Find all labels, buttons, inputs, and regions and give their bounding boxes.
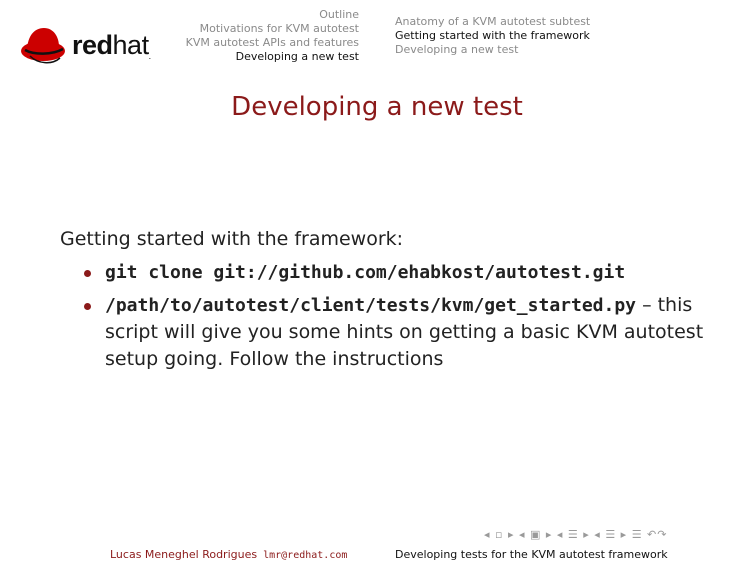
section-navigation — [170, 8, 359, 64]
code-get-started-path: /path/to/autotest/client/tests/kvm/get_started.py — [105, 295, 637, 316]
nav-section-outline[interactable]: Outline — [319, 8, 359, 21]
footer-author: Lucas Meneghel Rodrigues — [110, 548, 258, 561]
bullet-description: – this script will give you some hints on getting a basic KVM autotest setup going. Follow the instructions — [105, 294, 704, 370]
redhat-wordmark: redhat. — [72, 29, 151, 61]
redhat-logo — [18, 22, 168, 68]
footer-email: lmr@redhat.com — [263, 550, 348, 561]
shadowman-icon — [18, 22, 68, 68]
nav-subsection-getting-started[interactable]: Getting started with the framework — [395, 29, 590, 42]
bullet-dot-icon — [84, 270, 91, 277]
nav-section-apis[interactable]: KVM autotest APIs and features — [185, 36, 359, 49]
nav-section-developing[interactable]: Developing a new test — [235, 50, 359, 63]
bullet-item — [60, 259, 720, 286]
slide-body — [60, 226, 720, 379]
subsection-navigation — [395, 15, 695, 57]
nav-subsection-developing[interactable]: Developing a new test — [395, 43, 519, 56]
nav-subsection-anatomy[interactable]: Anatomy of a KVM autotest subtest — [395, 15, 591, 28]
bullet-dot-icon — [84, 303, 91, 310]
bullet-list — [60, 259, 720, 373]
beamer-navigation-symbols[interactable]: ◂ ▫ ▸ ◂ ▣ ▸ ◂ ☰ ▸ ◂ ☰ ▸ ☰ ↶↷ — [484, 528, 668, 541]
nav-section-motivations[interactable]: Motivations for KVM autotest — [199, 22, 359, 35]
bullet-item — [60, 292, 720, 373]
code-git-clone: git clone git://github.com/ehabkost/autotest.git — [105, 262, 626, 283]
lead-text: Getting started with the framework: — [60, 228, 404, 250]
footer-presentation-title: Developing tests for the KVM autotest framework — [395, 548, 668, 561]
footer-author-block — [110, 548, 360, 561]
slide-title: Developing a new test — [231, 92, 523, 122]
